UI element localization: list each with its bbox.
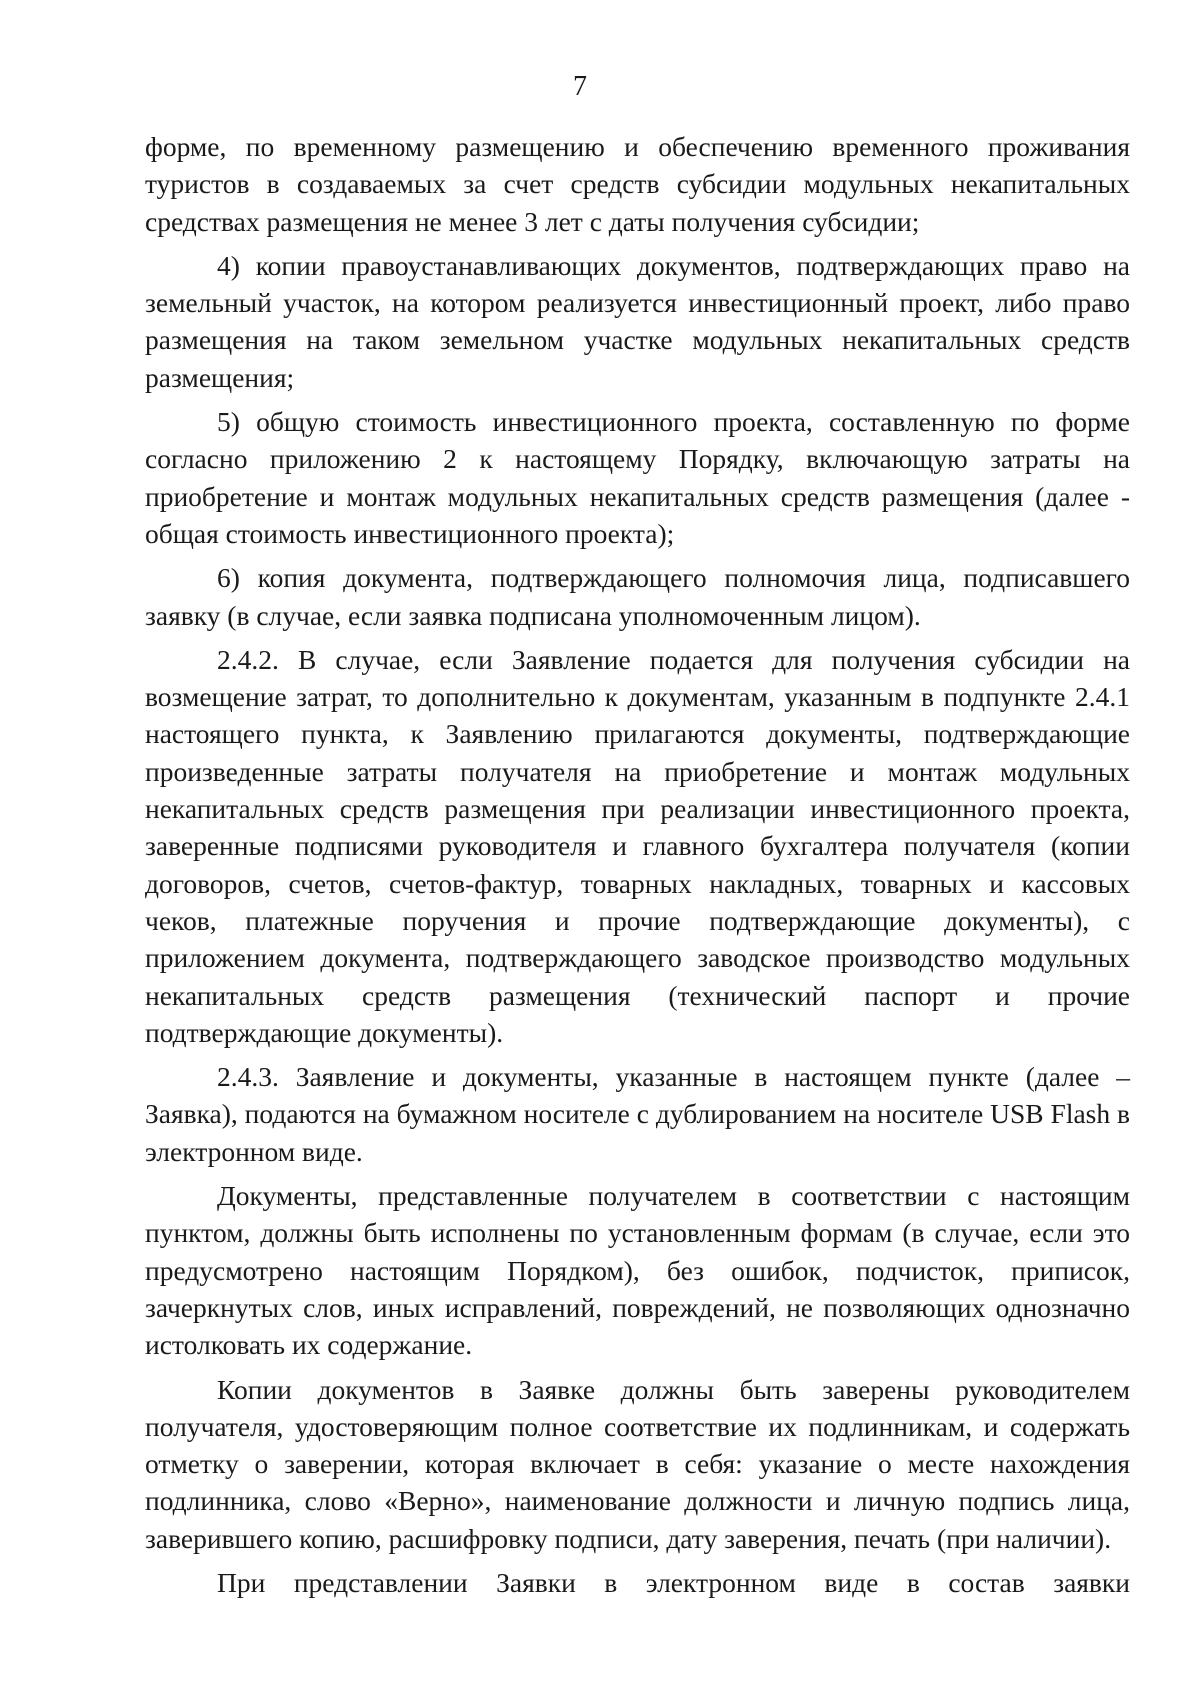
paragraph-electronic-submission: При представлении Заявки в электронном виде в состав заявки [217,1566,1130,1598]
paragraph-2-4-2: 2.4.2. В случае, если Заявление подается для получения субсидии на возмещение затрат, то дополнительно к документам, указанным в подпункте 2.4.1 настоящего пункта, к Заявлению прилагаются документы, подтверждающие произведенные затраты получателя на приобретение и монтаж модульных некапитальных средств размещения при реализации инвестиционного проекта, заверенные подписями руководителя и главного бухгалтера получателя (копии договоров, счетов, счетов-фактур, товарных накладных, товарных и кассовых чеков, платежные поручения и прочие подтверждающие документы), с приложением документа, подтверждающего заводское производство модульных некапитальных средств размещения (технический паспорт и прочие подтверждающие документы). [145,643,1130,1048]
page-number: 7 [573,71,587,102]
document-body [145,128,1130,1601]
paragraph-2-4-3: 2.4.3. Заявление и документы, указанные в настоящем пункте (далее – Заявка), подаются на бумажном носителе с дублированием на носителе USB Flash в электронном виде. [145,1061,1130,1167]
paragraph-item-5: 5) общую стоимость инвестиционного проекта, составленную по форме согласно приложению 2 к настоящему Порядку, включающую затраты на приобретение и монтаж модульных некапитальных средств размещения (далее - общая стоимость инвестиционного проекта); [145,406,1130,549]
paragraph-documents-requirements: Документы, представленные получателем в соответствии с настоящим пунктом, должны быть исполнены по установленным формам (в случае, если это предусмотрено настоящим Порядком), без ошибок, подчисток, приписок, зачеркнутых слов, иных исправлений, повреждений, не позволяющих однозначно истолковать их содержание. [145,1180,1130,1361]
paragraph-item-4: 4) копии правоустанавливающих документов, подтверждающих право на земельный участок, на котором реализуется инвестиционный проект, либо право размещения на таком земельном участке модульных некапитальных средств размещения; [145,249,1130,393]
paragraph-copies-certification: Копии документов в Заявке должны быть заверены руководителем получателя, удостоверяющим полное соответствие их подлинникам, и содержать отметку о заверении, которая включает в себя: указание о месте нахождения подлинника, слово «Верно», наименование должности и личную подпись лица, заверившего копию, расшифровку подписи, дату заверения, печать (при наличии). [145,1373,1130,1554]
paragraph-item-6: 6) копия документа, подтверждающего полномочия лица, подписавшего заявку (в случае, если заявка подписана уполномоченным лицом). [145,562,1130,631]
paragraph-continuation: форме, по временному размещению и обеспечению временного проживания туристов в создаваемых за счет средств субсидии модульных некапитальных средствах размещения не менее 3 лет с даты получения субсидии; [145,131,1130,237]
